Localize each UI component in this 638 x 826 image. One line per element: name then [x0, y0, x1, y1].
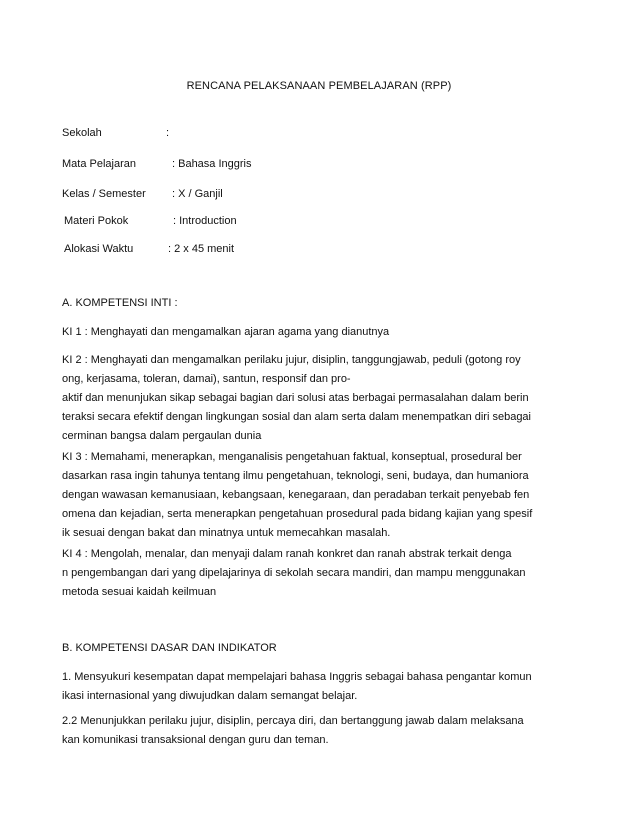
ki2-line: cerminan bangsa dalam pergaulan dunia [62, 430, 262, 442]
meta-value: : [166, 127, 170, 139]
meta-value: : X / Ganjil [172, 188, 223, 200]
meta-label: Kelas / Semester [62, 188, 146, 200]
ki4-line: metoda sesuai kaidah keilmuan [62, 586, 217, 598]
meta-label: Materi Pokok [64, 215, 129, 227]
ki3-line: KI 3 : Memahami, menerapkan, menganalisis pengetahuan faktual, konseptual, prosedural ber [62, 451, 522, 463]
kd1-paragraph [62, 668, 567, 706]
meta-value: : 2 x 45 menit [168, 243, 235, 255]
ki3-line: dengan wawasan kemanusiaan, kebangsaan, kenegaraan, dan peradaban terkait penyebab fen [62, 489, 530, 501]
meta-value: : Introduction [173, 215, 237, 227]
document-title: RENCANA PELAKSANAAN PEMBELAJARAN (RPP) [186, 80, 452, 92]
ki4-line: KI 4 : Mengolah, menalar, dan menyaji dalam ranah konkret dan ranah abstrak terkait denga [62, 548, 512, 560]
meta-label: Alokasi Waktu [64, 243, 134, 255]
ki3-line: omena dan kejadian, serta menerapkan pengetahuan prosedural pada bidang kajian yang spesif [62, 508, 533, 520]
kd22-paragraph [62, 712, 567, 750]
section-a-heading: A. KOMPETENSI INTI : [62, 297, 178, 309]
ki2-line: KI 2 : Menghayati dan mengamalkan perilaku jujur, disiplin, tanggungjawab, peduli (gotong roy [62, 354, 521, 366]
ki4-paragraph [62, 545, 567, 602]
kd1-line: 1. Mensyukuri kesempatan dapat mempelajari bahasa Inggris sebagai bahasa pengantar komun [62, 671, 532, 683]
section-b-heading: B. KOMPETENSI DASAR DAN INDIKATOR [62, 642, 277, 654]
ki2-paragraph [62, 351, 567, 446]
kd22-line: 2.2 Menunjukkan perilaku jujur, disiplin, percaya diri, dan bertanggung jawab dalam melaksana [62, 715, 524, 727]
ki1-line: KI 1 : Menghayati dan mengamalkan ajaran agama yang dianutnya [62, 326, 390, 338]
meta-value: : Bahasa Inggris [172, 158, 252, 170]
kd22-line: kan komunikasi transaksional dengan guru dan teman. [62, 734, 329, 746]
ki2-line: teraksi secara efektif dengan lingkungan sosial dan alam serta dalam menempatkan diri sebagai [62, 411, 531, 423]
ki2-line: ong, kerjasama, toleran, damai), santun, responsif dan pro- [62, 373, 351, 385]
meta-label: Sekolah [62, 127, 102, 139]
ki3-paragraph [62, 448, 567, 543]
kd1-line: ikasi internasional yang diwujudkan dalam semangat belajar. [62, 690, 358, 702]
meta-label: Mata Pelajaran [62, 158, 136, 170]
ki3-line: ik sesuai dengan bakat dan minatnya untuk memecahkan masalah. [62, 527, 391, 539]
ki3-line: dasarkan rasa ingin tahunya tentang ilmu pengetahuan, teknologi, seni, budaya, dan humaniora [62, 470, 529, 482]
ki4-line: n pengembangan dari yang dipelajarinya di sekolah secara mandiri, dan mampu menggunakan [62, 567, 526, 579]
ki1-paragraph [62, 323, 567, 342]
ki2-line: aktif dan menunjukan sikap sebagai bagian dari solusi atas berbagai permasalahan dalam berin [62, 392, 529, 404]
